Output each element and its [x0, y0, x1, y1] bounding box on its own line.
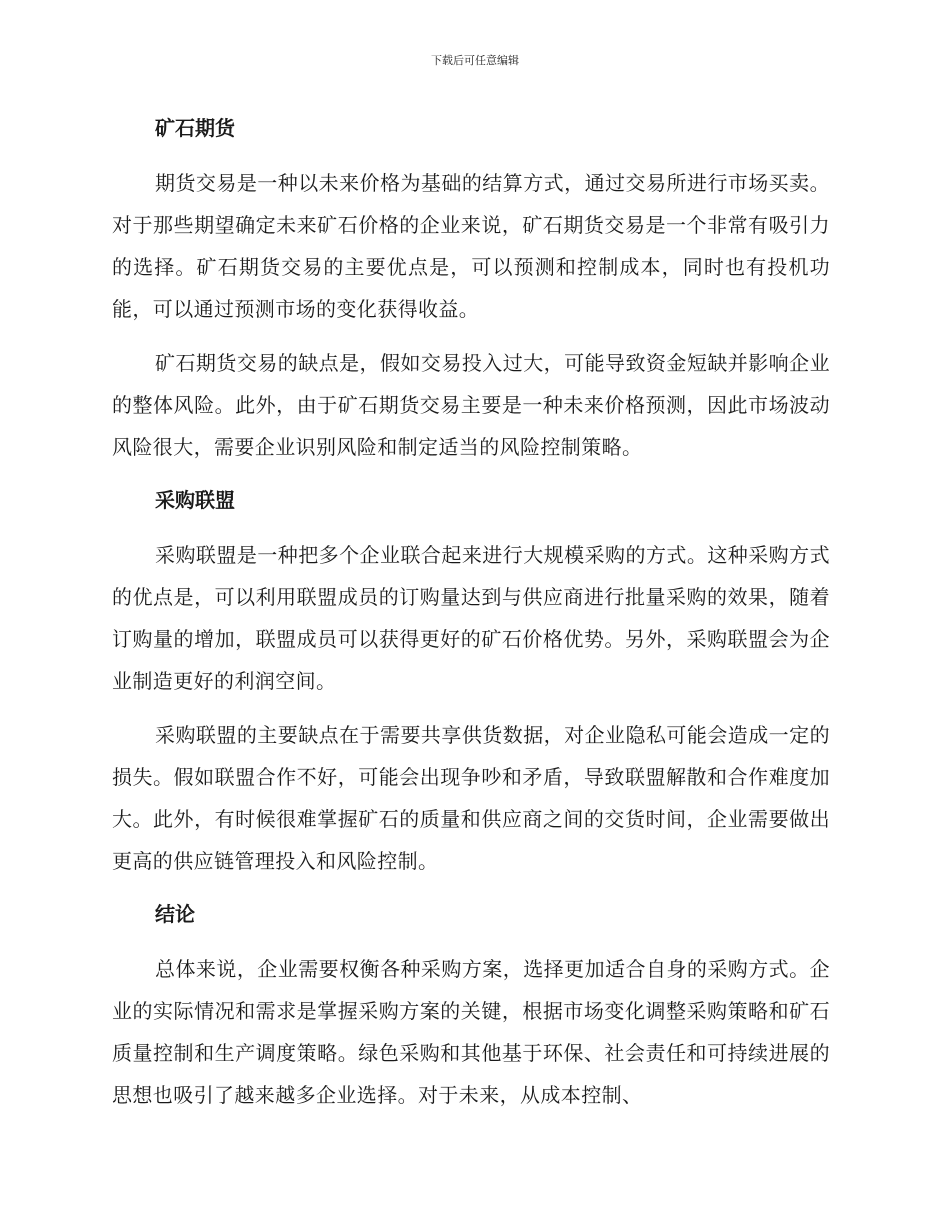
section-purchasing-alliance [112, 480, 830, 882]
section-heading: 结论 [155, 902, 195, 926]
section-ore-futures [112, 108, 830, 468]
section-heading: 矿石期货 [155, 116, 235, 140]
paragraph: 期货交易是一种以未来价格为基础的结算方式，通过交易所进行市场买卖。对于那些期望确定未来矿石价格的企业来说，矿石期货交易是一个非常有吸引力的选择。矿石期货交易的主要优点是，可以预测和控制成本，同时也有投机功能，可以通过预测市场的变化获得收益。 [112, 171, 830, 321]
paragraph: 总体来说，企业需要权衡各种采购方案，选择更加适合自身的采购方式。企业的实际情况和需求是掌握采购方案的关键，根据市场变化调整采购策略和矿石质量控制和生产调度策略。绿色采购和其他基于环保、社会责任和可持续进展的思想也吸引了越来越多企业选择。对于未来，从成本控制、 [112, 957, 830, 1107]
paragraph: 采购联盟的主要缺点在于需要共享供货数据，对企业隐私可能会造成一定的损失。假如联盟合作不好，可能会出现争吵和矛盾，导致联盟解散和合作难度加大。此外，有时候很难掌握矿石的质量和供应商之间的交货时间，企业需要做出更高的供应链管理投入和风险控制。 [112, 723, 830, 873]
paragraph: 矿石期货交易的缺点是，假如交易投入过大，可能导致资金短缺并影响企业的整体风险。此外，由于矿石期货交易主要是一种未来价格预测，因此市场波动风险很大，需要企业识别风险和制定适当的风险控制策略。 [112, 351, 830, 459]
section-heading: 采购联盟 [155, 488, 235, 512]
paragraph: 采购联盟是一种把多个企业联合起来进行大规模采购的方式。这种采购方式的优点是，可以利用联盟成员的订购量达到与供应商进行批量采购的效果，随着订购量的增加，联盟成员可以获得更好的矿石价格优势。另外，采购联盟会为企业制造更好的利润空间。 [112, 543, 830, 693]
document-body [112, 108, 830, 1128]
section-conclusion [112, 894, 830, 1116]
page-header: 下载后可任意编辑 [431, 54, 519, 67]
